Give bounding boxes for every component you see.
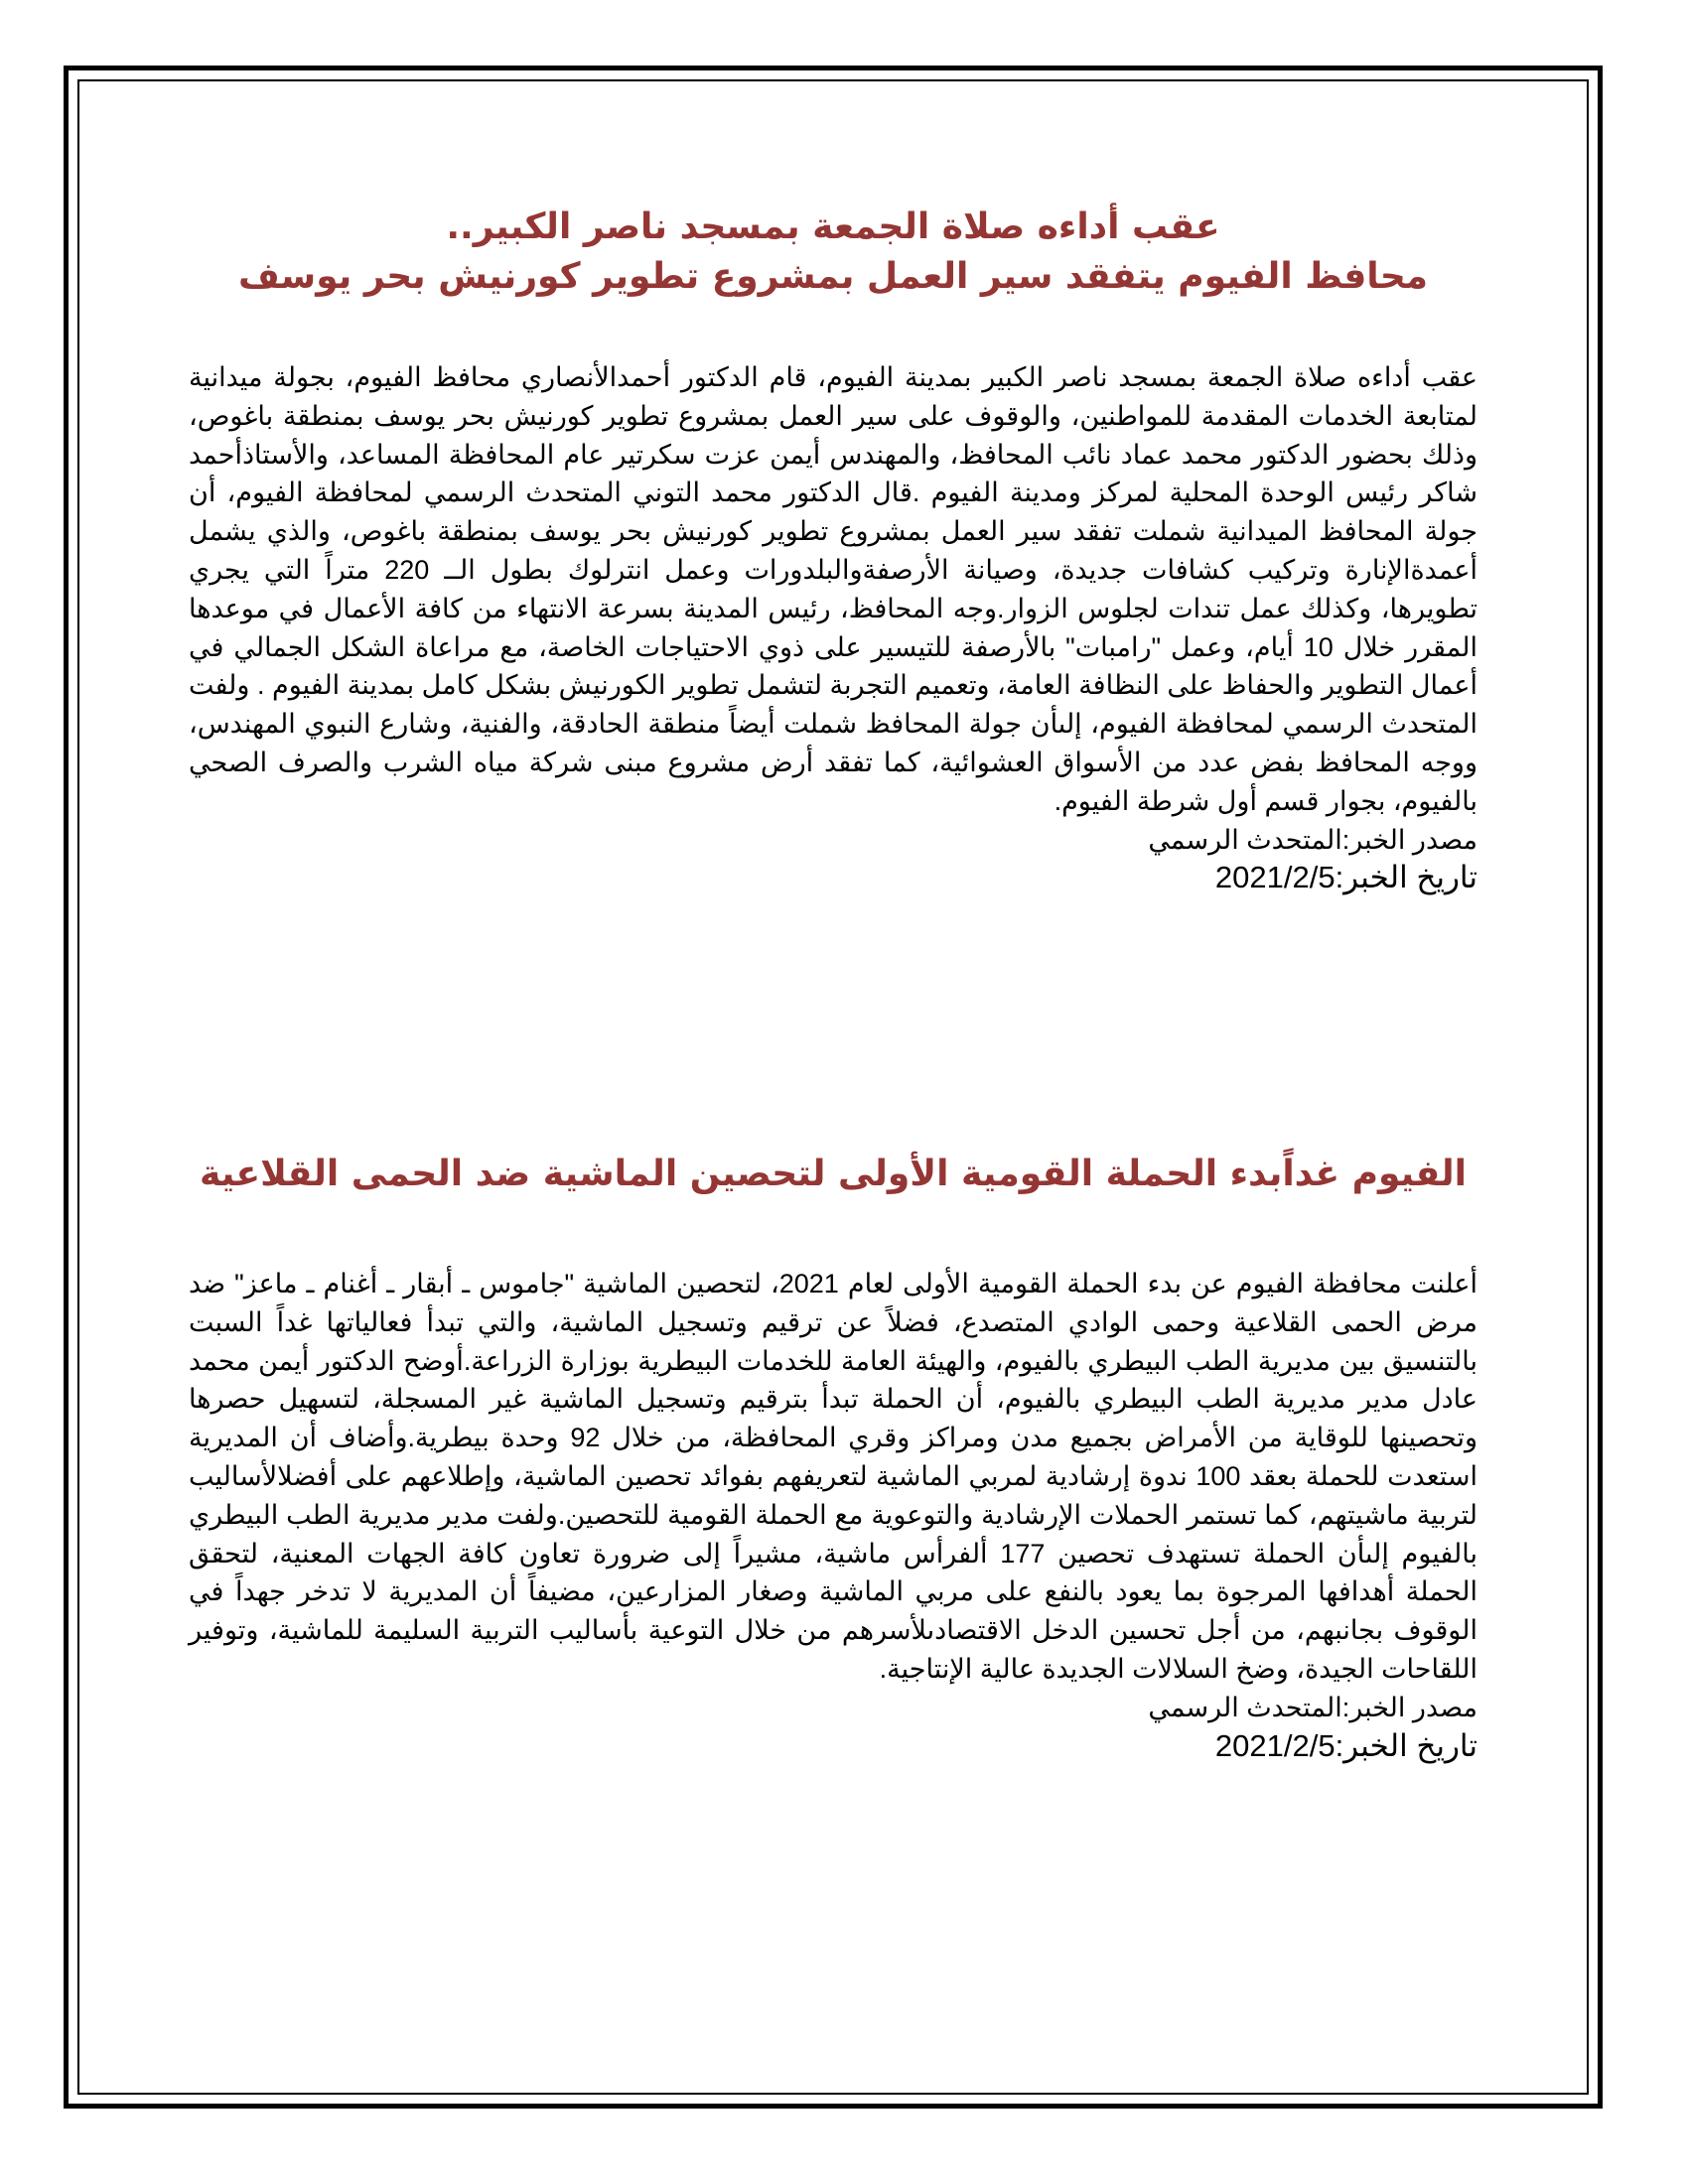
article-2-headline-line-1: الفيوم غداًبدء الحملة القومية الأولى لتحصين الماشية ضد الحمى القلاعية [199, 1154, 1468, 1194]
article-2-headline [189, 1150, 1477, 1199]
article-1-headline-line-1: عقب أداءه صلاة الجمعة بمسجد ناصر الكبير.. [446, 206, 1220, 247]
article-2-date: تاريخ الخبر:2021/2/5 [1214, 1727, 1477, 1763]
article-1-date: تاريخ الخبر:2021/2/5 [1214, 860, 1477, 895]
article-2-source: مصدر الخبر:المتحدث الرسمي [1148, 1692, 1477, 1722]
news-article-1 [189, 203, 1477, 897]
article-1-source: مصدر الخبر:المتحدث الرسمي [1148, 824, 1477, 855]
article-2-body: أعلنت محافظة الفيوم عن بدء الحملة القومية الأولى لعام 2021، لتحصين الماشية "جاموس ـ أبقار ـ أغنام ـ ماعز" ضد مرض الحمى القلاعية وحمى الوادي المتصدع، فضلاً عن ترقيم وتسجيل الماشية، والتي تبدأ فعالياتها غداً السبت بالتنسيق بين مديرية الطب البيطري بالفيوم، والهيئة العامة للخدمات البيطرية بوزارة الزراعة.أوضح الدكتور أيمن محمد عادل مدير مديرية الطب البيطري بالفيوم، أن الحملة تبدأ بترقيم وتسجيل الماشية غير المسجلة، لتسهيل حصرها وتحصينها للوقاية من الأمراض بجميع مدن ومراكز وقري المحافظة، من خلال 92 وحدة بيطرية.وأضاف أن المديرية استعدت للحملة بعقد 100 ندوة إرشادية لمربي الماشية لتعريفهم بفوائد تحصين الماشية، وإطلاعهم على أفضلالأساليب لتربية ماشيتهم، كما تستمر الحملات الإرشادية والتوعوية مع الحملة القومية للتحصين.ولفت مدير مديرية الطب البيطري بالفيوم إلىأن الحملة تستهدف تحصين 177 ألفرأس ماشية، مشيراً إلى ضرورة تعاون كافة الجهات المعنية، لتحقق الحملة أهدافها المرجوة بما يعود بالنفع على مربي الماشية وصغار المزارعين، مضيفاً أن المديرية لا تدخر جهداً في الوقوف بجانبهم، من أجل تحسين الدخل الاقتصادىلأسرهم من خلال التوعية بأساليب التربية السليمة للماشية، وتوفير اللقاحات الجيدة، وضخ السلالات الجديدة عالية الإنتاجية. [189, 1269, 1477, 1684]
article-1-headline [189, 203, 1477, 302]
news-article-2 [189, 1150, 1477, 1765]
article-1-headline-line-2: محافظ الفيوم يتفقد سير العمل بمشروع تطوير كورنيش بحر يوسف [237, 256, 1429, 297]
article-1-body: عقب أداءه صلاة الجمعة بمسجد ناصر الكبير بمدينة الفيوم، قام الدكتور أحمدالأنصاري محافظ الفيوم، بجولة ميدانية لمتابعة الخدمات المقدمة للمواطنين، والوقوف على سير العمل بمشروع تطوير كورنيش بحر يوسف بمنطقة باغوص، وذلك بحضور الدكتور محمد عماد نائب المحافظ، والمهندس أيمن عزت سكرتير عام المحافظة المساعد، والأستاذأحمد شاكر رئيس الوحدة المحلية لمركز ومدينة الفيوم .قال الدكتور محمد التوني المتحدث الرسمي لمحافظة الفيوم، أن جولة المحافظ الميدانية شملت تفقد سير العمل بمشروع تطوير كورنيش بحر يوسف بمنطقة باغوص، والذي يشمل أعمدةالإنارة وتركيب كشافات جديدة، وصيانة الأرصفةوالبلدورات وعمل انترلوك بطول الــ 220 متراً التي يجري تطويرها، وكذلك عمل تندات لجلوس الزوار.وجه المحافظ، رئيس المدينة بسرعة الانتهاء من كافة الأعمال في موعدها المقرر خلال 10 أيام، وعمل "رامبات" بالأرصفة للتيسير على ذوي الاحتياجات الخاصة، مع مراعاة الشكل الجمالي في أعمال التطوير والحفاظ على النظافة العامة، وتعميم التجربة لتشمل تطوير الكورنيش بشكل كامل بمدينة الفيوم . ولفت المتحدث الرسمي لمحافظة الفيوم، إلىأن جولة المحافظ شملت أيضاً منطقة الحادقة، والفنية، وشارع النبوي المهندس، ووجه المحافظ بفض عدد من الأسواق العشوائية، كما تفقد أرض مشروع مبنى شركة مياه الشرب والصرف الصحي بالفيوم، بجوار قسم أول شرطة الفيوم. [189, 362, 1478, 816]
